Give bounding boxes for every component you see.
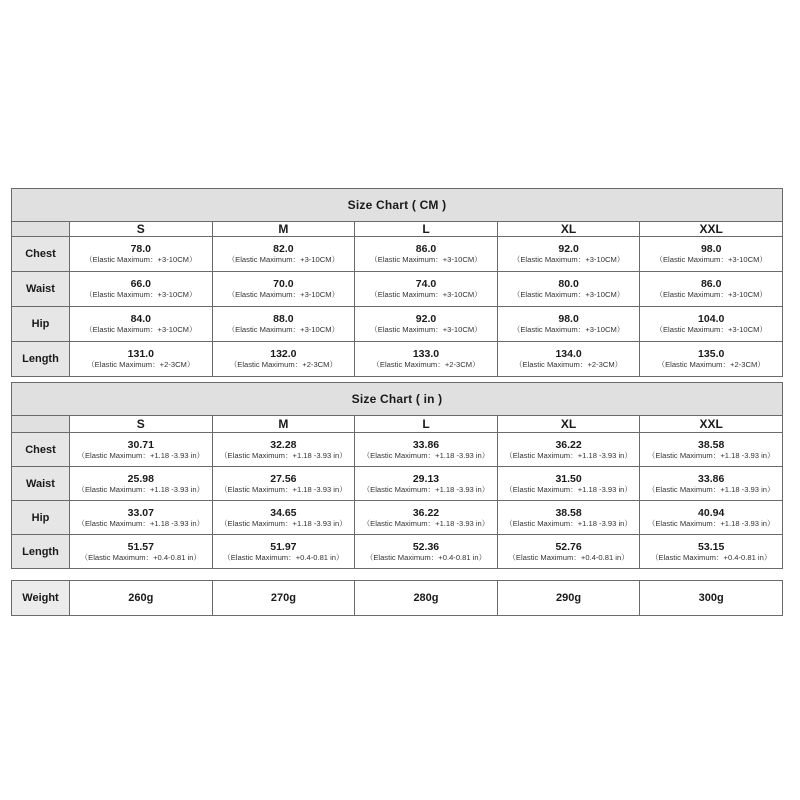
size-header: S [70,416,213,433]
elastic-note: （Elastic Maximum：+1.18 -3.93 in） [219,484,347,494]
elastic-note: （Elastic Maximum：+1.18 -3.93 in） [647,518,775,528]
elastic-note: （Elastic Maximum：+0.4-0.81 in） [80,552,202,562]
measurement-cell [355,342,498,377]
elastic-note: （Elastic Maximum：+1.18 -3.93 in） [647,484,775,494]
elastic-note: （Elastic Maximum：+0.4-0.81 in） [508,552,629,562]
measurement-cell [640,535,783,569]
measurement-value: 135.0 [698,348,725,360]
elastic-note: （Elastic Maximum：+2-3CM） [514,360,623,369]
measurement-cell [497,237,640,272]
measurement-cell [212,237,355,272]
size-chart-in-table [11,382,783,569]
elastic-note: （Elastic Maximum：+3-10CM） [227,325,340,334]
measurement-cell [70,237,213,272]
measurement-cell [355,272,498,307]
measurement-value: 86.0 [415,243,437,255]
measurement-cell [497,535,640,569]
elastic-note: （Elastic Maximum：+3-10CM） [370,290,482,299]
measurement-value: 33.86 [698,472,725,485]
measurement-value: 132.0 [270,348,297,360]
size-header: M [212,222,355,237]
measurement-cell [640,237,783,272]
elastic-note: （Elastic Maximum：+2-3CM） [229,360,338,369]
size-header: XXL [640,222,783,237]
size-header: XXL [640,416,783,433]
measurement-cell [640,501,783,535]
measurement-value: 36.22 [555,438,582,451]
elastic-note: （Elastic Maximum：+3-10CM） [512,325,625,334]
elastic-note: （Elastic Maximum：+2-3CM） [372,360,480,369]
header-corner [12,416,70,433]
size-header: XL [497,416,640,433]
row-label: Length [12,342,70,377]
weight-value: 270g [212,581,355,616]
row-label: Chest [12,237,70,272]
measurement-value: 30.71 [127,438,154,451]
row-label: Hip [12,307,70,342]
elastic-note: （Elastic Maximum：+1.18 -3.93 in） [219,450,347,460]
measurement-value: 40.94 [698,506,725,519]
measurement-value: 53.15 [698,540,725,553]
size-chart-cm-table [11,188,783,377]
measurement-cell [70,342,213,377]
elastic-note: （Elastic Maximum：+2-3CM） [87,360,195,369]
measurement-value: 34.65 [270,506,297,519]
measurement-cell [212,272,355,307]
elastic-note: （Elastic Maximum：+0.4-0.81 in） [223,552,344,562]
measurement-value: 33.86 [412,438,440,451]
elastic-note: （Elastic Maximum：+3-10CM） [84,290,197,299]
weight-value: 290g [497,581,640,616]
measurement-cell [640,272,783,307]
measurement-value: 92.0 [558,243,579,255]
measurement-cell [497,433,640,467]
row-label: Hip [12,501,70,535]
measurement-cell [70,433,213,467]
weight-label: Weight [12,581,70,616]
weight-row [12,581,783,616]
measurement-value: 38.58 [698,438,725,451]
row-label: Waist [12,467,70,501]
measurement-cell [640,342,783,377]
elastic-note: （Elastic Maximum：+0.4-0.81 in） [650,552,772,562]
table-row [12,272,783,307]
elastic-note: （Elastic Maximum：+3-10CM） [655,325,767,334]
elastic-note: （Elastic Maximum：+3-10CM） [227,255,340,264]
measurement-cell [212,535,355,569]
elastic-note: （Elastic Maximum：+3-10CM） [655,290,767,299]
measurement-value: 52.36 [412,540,440,553]
weight-value: 300g [640,581,783,616]
elastic-note: （Elastic Maximum：+1.18 -3.93 in） [77,518,205,528]
measurement-cell [355,467,498,501]
elastic-note: （Elastic Maximum：+3-10CM） [227,290,340,299]
cm-table-title: Size Chart ( CM ) [12,189,783,222]
measurement-value: 88.0 [273,313,294,325]
measurement-cell [355,501,498,535]
measurement-cell [640,467,783,501]
header-corner [12,222,70,237]
measurement-value: 33.07 [127,506,154,519]
measurement-cell [497,501,640,535]
in-size-header-row [12,416,783,433]
measurement-cell [70,535,213,569]
measurement-value: 27.56 [270,472,297,485]
table-row [12,342,783,377]
measurement-cell [497,307,640,342]
table-row [12,501,783,535]
measurement-value: 70.0 [273,278,294,290]
measurement-value: 31.50 [555,472,582,485]
row-label: Chest [12,433,70,467]
table-row [12,467,783,501]
measurement-value: 51.57 [127,540,154,553]
elastic-note: （Elastic Maximum：+3-10CM） [370,325,482,334]
elastic-note: （Elastic Maximum：+1.18 -3.93 in） [505,450,632,460]
elastic-note: （Elastic Maximum：+1.18 -3.93 in） [505,484,632,494]
measurement-value: 78.0 [130,243,152,255]
elastic-note: （Elastic Maximum：+3-10CM） [512,255,625,264]
measurement-cell [212,467,355,501]
elastic-note: （Elastic Maximum：+1.18 -3.93 in） [219,518,347,528]
measurement-cell [212,433,355,467]
measurement-value: 131.0 [127,348,154,360]
measurement-cell [497,467,640,501]
table-row [12,237,783,272]
measurement-cell [497,342,640,377]
table-row [12,433,783,467]
measurement-value: 86.0 [700,278,722,290]
measurement-cell [212,501,355,535]
measurement-value: 104.0 [698,313,725,325]
row-label: Waist [12,272,70,307]
elastic-note: （Elastic Maximum：+1.18 -3.93 in） [505,518,632,528]
elastic-note: （Elastic Maximum：+0.4-0.81 in） [365,552,487,562]
measurement-value: 29.13 [412,472,440,485]
in-table-title: Size Chart ( in ) [12,383,783,416]
measurement-value: 36.22 [412,506,440,519]
measurement-cell [355,535,498,569]
elastic-note: （Elastic Maximum：+1.18 -3.93 in） [362,518,490,528]
size-header: M [212,416,355,433]
elastic-note: （Elastic Maximum：+3-10CM） [655,255,767,264]
elastic-note: （Elastic Maximum：+1.18 -3.93 in） [77,450,205,460]
measurement-cell [212,307,355,342]
weight-value: 280g [355,581,498,616]
measurement-cell [212,342,355,377]
measurement-cell [355,433,498,467]
measurement-value: 80.0 [558,278,579,290]
elastic-note: （Elastic Maximum：+1.18 -3.93 in） [77,484,205,494]
measurement-cell [355,307,498,342]
measurement-value: 25.98 [127,472,154,485]
size-header: XL [497,222,640,237]
weight-table [11,580,783,616]
elastic-note: （Elastic Maximum：+1.18 -3.93 in） [362,450,490,460]
cm-size-header-row [12,222,783,237]
measurement-cell [355,237,498,272]
measurement-value: 133.0 [412,348,440,360]
size-header: L [355,416,498,433]
measurement-value: 66.0 [130,278,152,290]
size-header: S [70,222,213,237]
measurement-value: 84.0 [130,313,152,325]
row-label: Length [12,535,70,569]
elastic-note: （Elastic Maximum：+3-10CM） [512,290,625,299]
table-row [12,535,783,569]
elastic-note: （Elastic Maximum：+3-10CM） [370,255,482,264]
measurement-cell [640,433,783,467]
measurement-value: 98.0 [558,313,579,325]
size-header: L [355,222,498,237]
measurement-value: 51.97 [270,540,297,553]
weight-value: 260g [70,581,213,616]
measurement-cell [497,272,640,307]
measurement-value: 74.0 [415,278,437,290]
elastic-note: （Elastic Maximum：+1.18 -3.93 in） [362,484,490,494]
measurement-value: 82.0 [273,243,294,255]
elastic-note: （Elastic Maximum：+1.18 -3.93 in） [647,450,775,460]
measurement-cell [70,307,213,342]
measurement-cell [70,501,213,535]
elastic-note: （Elastic Maximum：+3-10CM） [84,325,197,334]
elastic-note: （Elastic Maximum：+3-10CM） [84,255,197,264]
measurement-value: 38.58 [555,506,582,519]
measurement-cell [640,307,783,342]
elastic-note: （Elastic Maximum：+2-3CM） [657,360,765,369]
measurement-value: 32.28 [270,438,297,451]
table-row [12,307,783,342]
measurement-value: 134.0 [555,348,582,360]
measurement-cell [70,467,213,501]
measurement-value: 98.0 [700,243,722,255]
measurement-cell [70,272,213,307]
measurement-value: 52.76 [555,540,582,553]
measurement-value: 92.0 [415,313,437,325]
